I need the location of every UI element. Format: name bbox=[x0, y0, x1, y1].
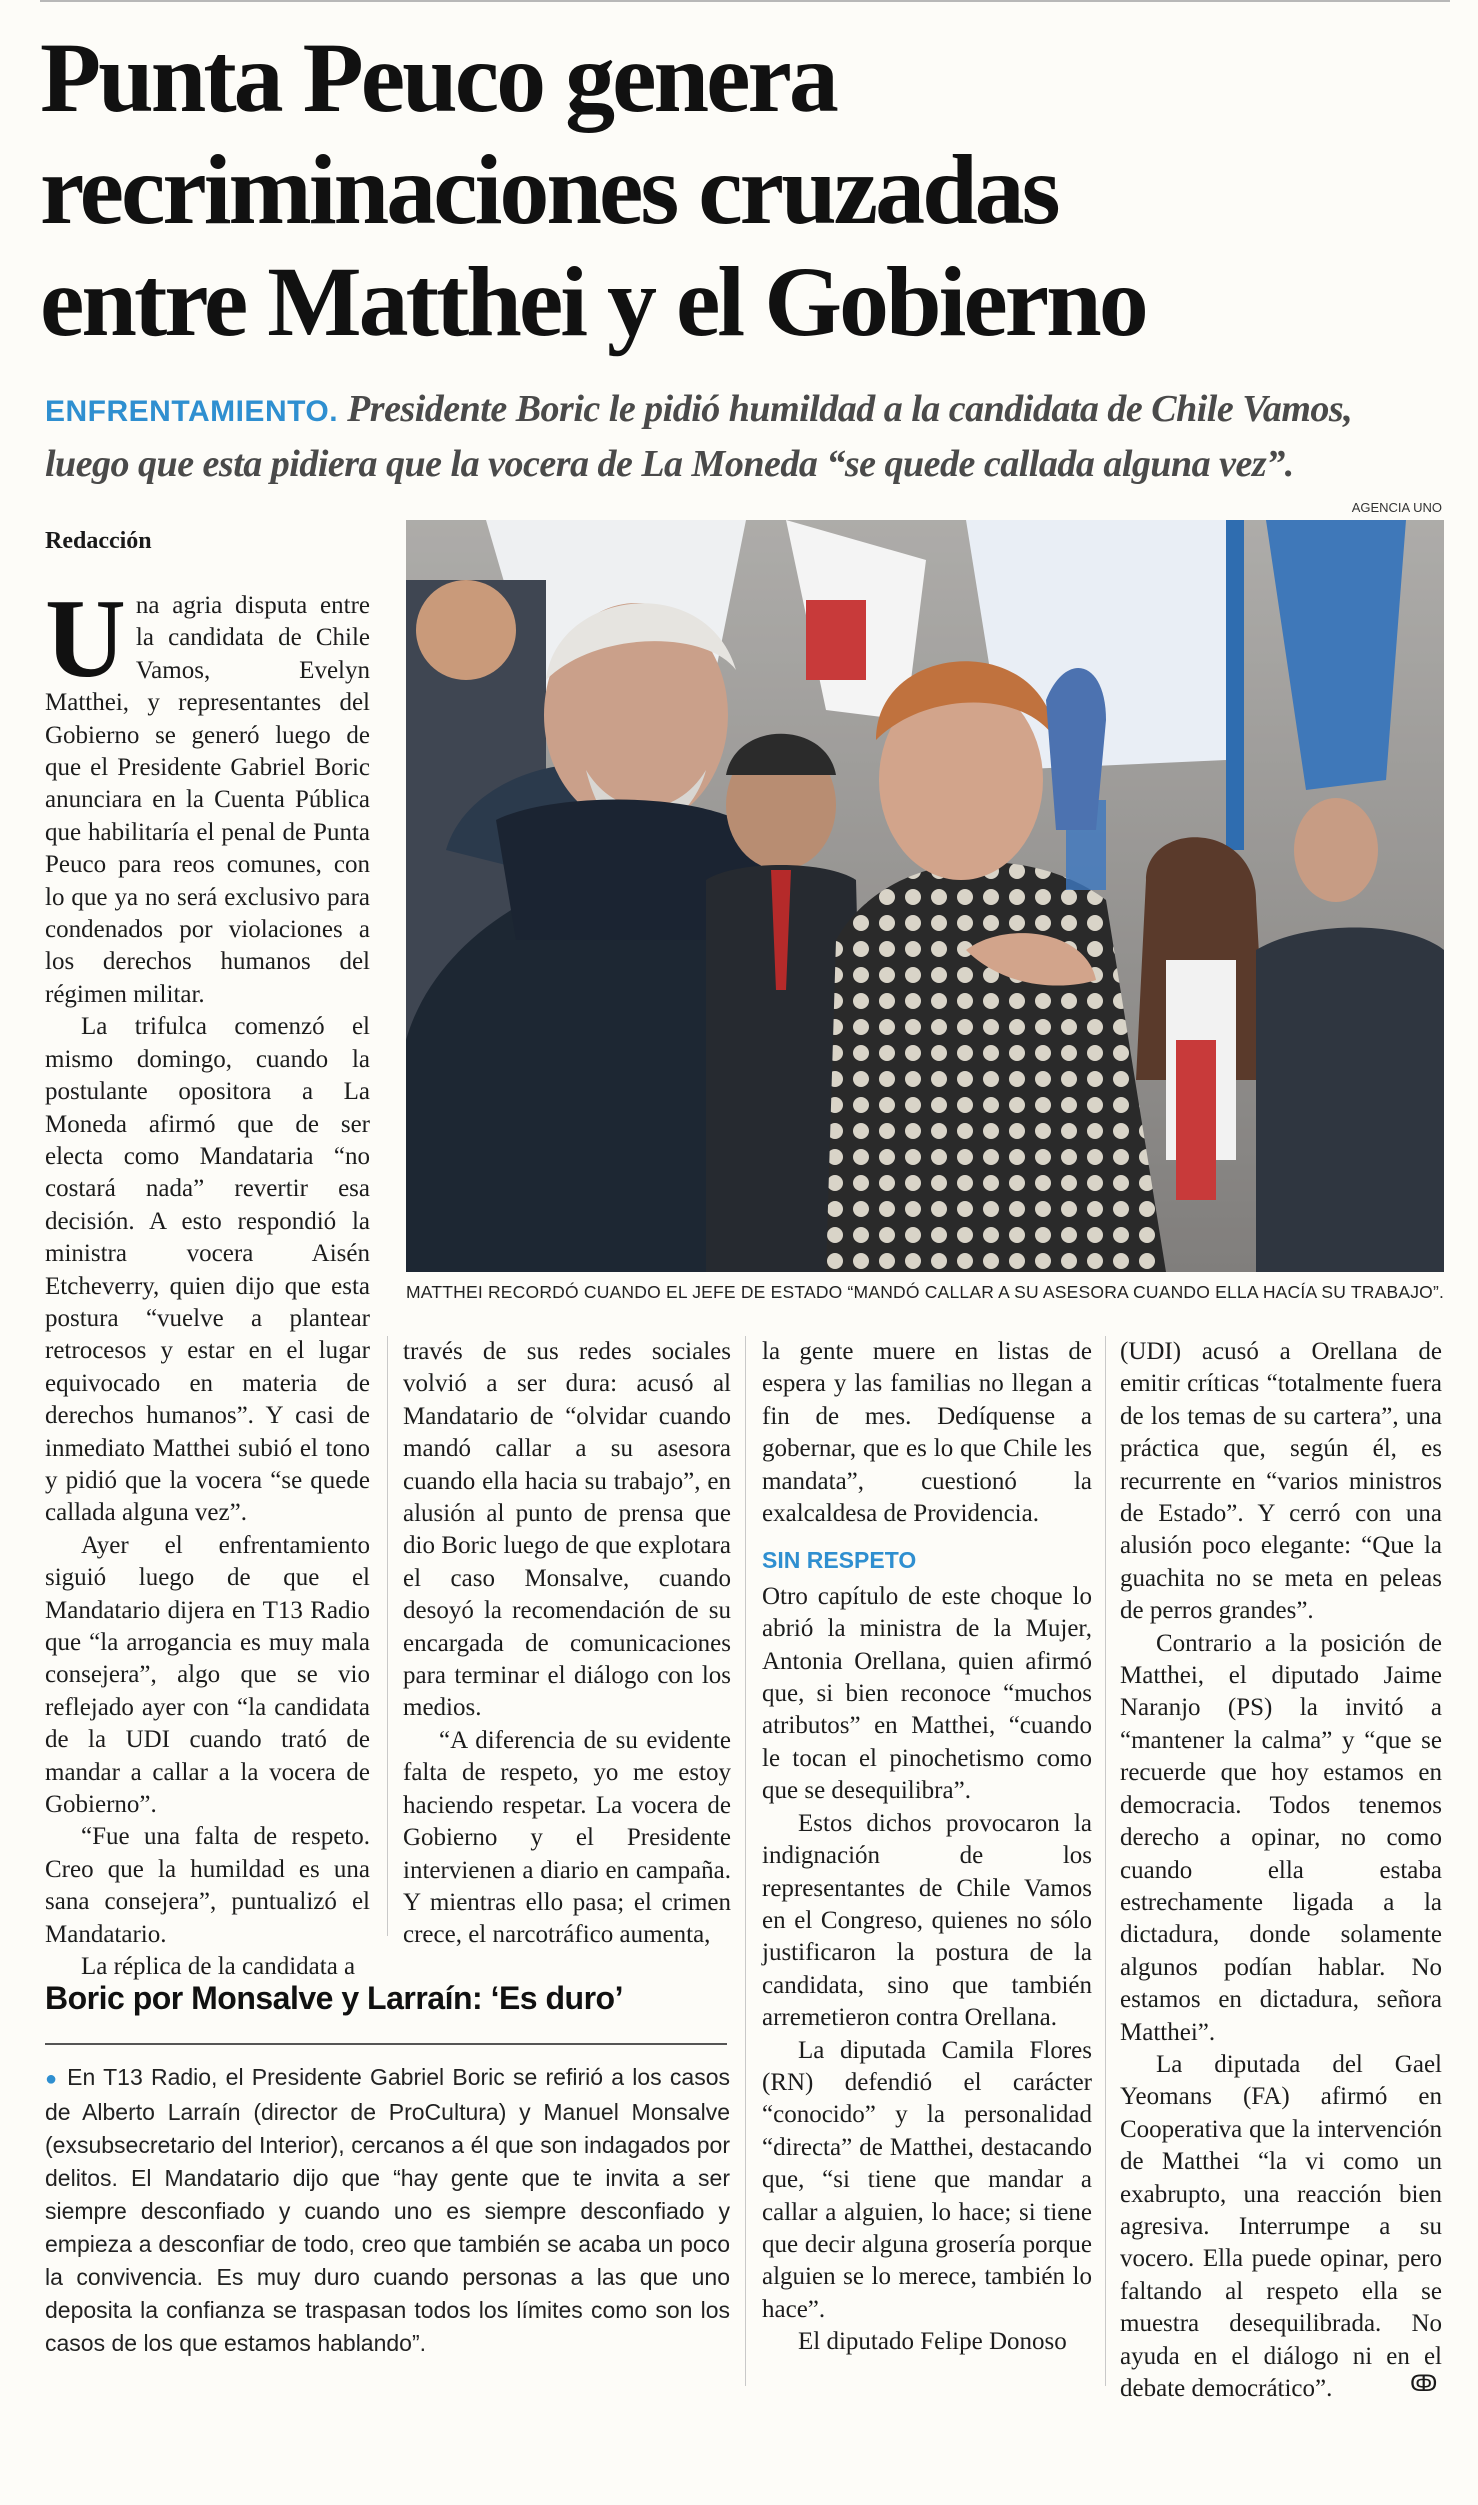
paragraph-6: través de sus redes sociales volvió a ser dura: acusó al Mandatario de “olvidar cuando mandó callar a su asesora cuando ella hacia su trabajo”, en alusión al punto de prensa que dio Boric luego de que explotara el caso Monsalve, cuando desoyó la recomendación de su encargada de comunicaciones para terminar el diálogo con los medios. bbox=[403, 1338, 731, 1722]
paragraph-5: La réplica de la candidata a bbox=[81, 1953, 356, 1981]
deck-text: Presidente Boric le pidió humildad a la candidata de Chile Vamos, luego que esta pidiera que la vocera de La Moneda “se quede callada alguna vez”. bbox=[45, 388, 1353, 485]
article-column-3 bbox=[762, 1336, 1092, 2359]
photo-caption: MATTHEI RECORDÓ CUANDO EL JEFE DE ESTADO “MANDÓ CALLAR A SU ASESORA CUANDO ELLA HACÍA SU TRABAJO”. bbox=[406, 1282, 1445, 1302]
paragraph-8: la gente muere en listas de espera y las familias no llegan a fin de mes. Dedíquense a gobernar, que es lo que Chile les mandata”, cuestionó la exalcaldesa de Providencia. bbox=[762, 1338, 1092, 1528]
paragraph-4: “Fue una falta de respeto. Creo que la humildad es una sana consejera”, puntualizó el Mandatario. bbox=[45, 1823, 370, 1948]
bullet-icon: ● bbox=[45, 2068, 59, 2090]
article-photo bbox=[406, 520, 1444, 1272]
paragraph-15: La diputada del Gael Yeomans (FA) afirmó en Cooperativa que la intervención de Matthei “la vi como un exabrupto, una reacción bien agresiva. Interrumpe a su vocero. Ella puede opinar, pero faltando al respeto ella se muestra desequilibrada. No ayuda en el diálogo ni en el debate democrático”. bbox=[1120, 2050, 1442, 2402]
headline-line-3: entre Matthei y el Gobierno bbox=[40, 246, 1146, 357]
column-divider bbox=[1105, 1336, 1106, 2386]
article-column-2 bbox=[403, 1336, 731, 1952]
paragraph-2: La trifulca comenzó el mismo domingo, cuando la postulante opositora a La Moneda afirmó que de ser electa como Mandataria “no costará nada” revertir esa decisión. A esto respondió la ministra vocera Aisén Etcheverry, quien dijo que esta postura “vuelve a plantear retrocesos y estar en el lugar equivocado en materia de derechos humanos”. Y casi de inmediato Matthei subió el tono y pidió que la vocera “se quede callada alguna vez”. bbox=[45, 1013, 370, 1527]
paragraph-3: Ayer el enfrentamiento siguió luego de que el Mandatario dijera en T13 Radio que “la arrogancia es muy mala consejera”, algo que se vio reflejado ayer con “la candidata de la UDI cuando trató de mandar a callar a la vocera de Gobierno”. bbox=[45, 1531, 370, 1819]
sidebar-box-text bbox=[45, 2061, 730, 2360]
article-column-1 bbox=[45, 577, 370, 1983]
section-subhead: SIN RESPETO bbox=[762, 1547, 917, 1574]
paragraph-10: Estos dichos provocaron la indignación de los representantes de Chile Vamos en el Congreso, quienes no sólo justificaron la postura de la candidata, sino que también arremetieron contra Orellana. bbox=[762, 1809, 1092, 2032]
drop-cap: U bbox=[45, 577, 126, 701]
headline bbox=[40, 22, 1440, 358]
headline-line-2: recriminaciones cruzadas bbox=[40, 134, 1058, 245]
headline-line-1: Punta Peuco genera bbox=[40, 22, 836, 133]
paragraph-14: Contrario a la posición de Matthei, el diputado Jaime Naranjo (PS) la invitó a “mantener la calma” y “que se recuerde que hoy estamos en democracia. Todos tenemos derecho a opinar, no como cuando ella estaba estrechamente ligada a la dictadura, donde solamente algunos podían hablar. No estamos en dictadura, señora Matthei”. bbox=[1120, 1629, 1442, 2046]
sidebar-box-rule bbox=[45, 2043, 727, 2045]
paragraph-13: (UDI) acusó a Orellana de emitir críticas “totalmente fuera de los temas de su cartera”, una práctica que, según él, es recurrente en “varios ministros de Estado”. Y cerró con una alusión poco elegante: “Que la guachita no se meta en peleas de perros grandes”. bbox=[1120, 1338, 1442, 1625]
paragraph-1-text: na agria disputa entre la candidata de Chile Vamos, Evelyn Matthei, y representantes del Gobierno se generó luego de que el Presidente Gabriel Boric anunciara en la Cuenta Pública que habilitaría el penal de Punta Peuco para reos comunes, con lo que ya no será exclusivo para condenados por violaciones a los derechos humanos del régimen militar. bbox=[45, 592, 370, 1008]
paragraph-11: La diputada Camila Flores (RN) defendió el carácter “conocido” y la personalidad “directa” de Matthei, destacando que, “si tiene que mandar a callar a alguien, lo hace; si tiene que decir alguna grosería porque alguien se lo merece, también lo hace”. bbox=[762, 2036, 1092, 2323]
article-column-4 bbox=[1120, 1336, 1442, 2405]
deck-kicker: ENFRENTAMIENTO. bbox=[45, 395, 339, 428]
sidebar-box-title: Boric por Monsalve y Larraín: ‘Es duro’ bbox=[45, 1980, 623, 2016]
byline: Redacción bbox=[45, 528, 152, 554]
paragraph-7: “A diferencia de su evidente falta de respeto, yo me estoy haciendo respetar. La vocera de Gobierno y el Presidente intervienen a diario en campaña. Y mientras ello pasa; el crimen crece, el narcotráfico aumenta, bbox=[403, 1726, 731, 1949]
end-mark-icon: ↂ bbox=[1410, 2372, 1438, 2397]
paragraph-12: El diputado Felipe Donoso bbox=[798, 2328, 1067, 2356]
end-mark bbox=[1410, 2372, 1437, 2397]
deck bbox=[45, 383, 1445, 490]
paragraph-1 bbox=[45, 577, 370, 1011]
top-rule bbox=[40, 0, 1450, 8]
photo-credit: AGENCIA UNO bbox=[1351, 500, 1442, 515]
column-divider bbox=[387, 1336, 388, 1936]
paragraph-9: Otro capítulo de este choque lo abrió la ministra de la Mujer, Antonia Orellana, quien afirmó que, si bien reconoce “muchos atributos” en Matthei, “cuando le tocan el pinochetismo como que se desequilibra”. bbox=[762, 1582, 1092, 1805]
sidebar-box-body: En T13 Radio, el Presidente Gabriel Boric se refirió a los casos de Alberto Larraín (director de ProCultura) y Manuel Monsalve (exsubsecretario del Interior), cercanos a él que son indagados por delitos. El Mandatario dijo que “hay gente que te invita a ser siempre desconfiado y cuando uno es siempre desconfiado y empieza a desconfiar de todo, creo que también se acaba un poco la convivencia. Es muy duro cuando personas a las que uno deposita la confianza se traspasan todos los límites como son los casos de los que estamos hablando”. bbox=[45, 2064, 730, 2356]
photo-illustration bbox=[406, 520, 1444, 1272]
column-divider bbox=[745, 1336, 746, 2386]
